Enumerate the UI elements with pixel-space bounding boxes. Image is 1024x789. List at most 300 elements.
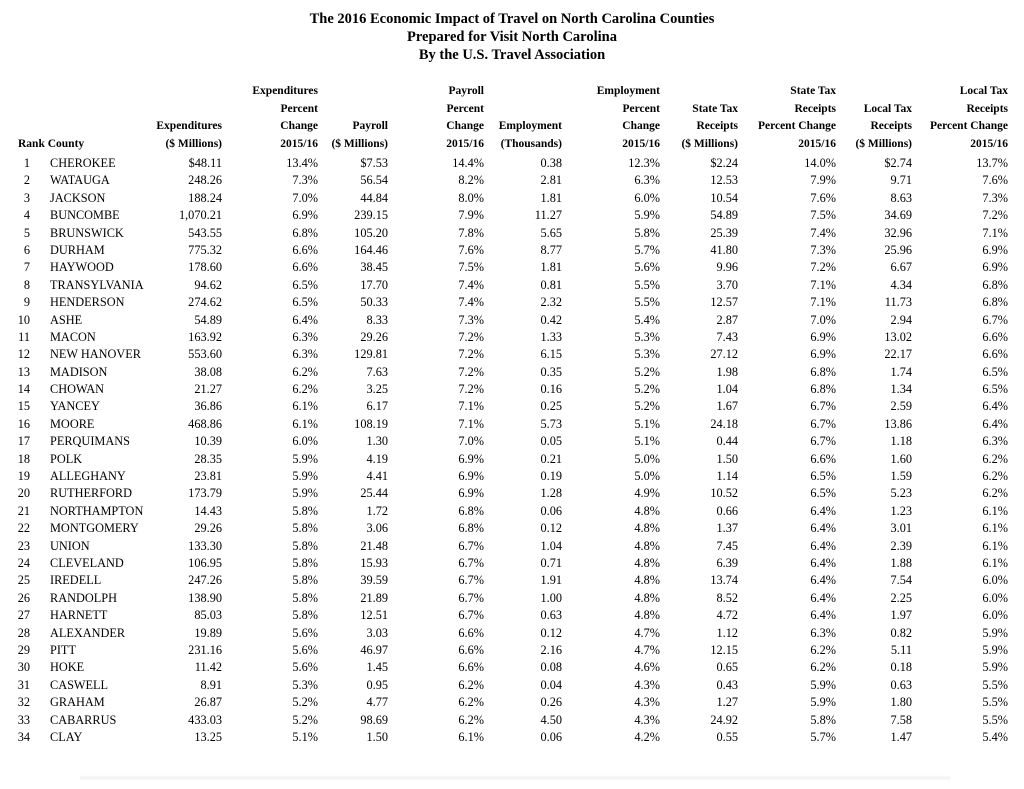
header-local-tax-line3: ($ Millions) [855, 137, 912, 150]
cell-employment: 0.08 [540, 660, 562, 675]
table-row [0, 294, 1024, 311]
header-expenditures-line1: Expenditures [156, 120, 222, 133]
cell-local-tax: 1.18 [890, 434, 912, 449]
header-payroll-pct [446, 83, 484, 153]
cell-rank: 8 [23, 277, 30, 292]
cell-state-tax-pct: 6.7% [810, 416, 836, 431]
cell-state-tax-pct: 14.0% [804, 156, 836, 170]
cell-payroll: 50.33 [360, 295, 388, 310]
cell-local-tax-pct: 6.9% [982, 242, 1008, 257]
header-payroll-line1: Payroll [352, 120, 388, 133]
cell-expenditures: 10.39 [194, 434, 222, 449]
cell-local-tax-pct: 7.3% [982, 190, 1008, 205]
page-bottom-edge [80, 775, 950, 781]
cell-employment-pct: 5.1% [634, 434, 660, 449]
cell-employment-pct: 4.7% [634, 625, 660, 640]
cell-state-tax-pct: 7.5% [810, 208, 836, 223]
cell-local-tax: 1.88 [890, 555, 912, 570]
table-row [0, 346, 1024, 363]
cell-county: CHOWAN [50, 382, 104, 397]
cell-local-tax: 1.74 [890, 364, 912, 379]
cell-county: MADISON [50, 364, 108, 379]
cell-state-tax: 1.14 [716, 469, 738, 484]
cell-county: RUTHERFORD [50, 486, 132, 501]
cell-rank: 9 [23, 295, 30, 310]
table-row [0, 503, 1024, 520]
table-row [0, 433, 1024, 450]
cell-employment: 6.15 [540, 347, 562, 362]
cell-state-tax: 1.98 [716, 364, 738, 379]
cell-expenditures: 8.91 [200, 677, 222, 692]
cell-county: NEW HANOVER [50, 347, 141, 362]
cell-county: YANCEY [50, 399, 100, 414]
cell-state-tax-pct: 7.6% [810, 190, 836, 205]
cell-expenditures-pct: 6.0% [292, 434, 318, 449]
header-employment-pct-line1: Employment [596, 85, 660, 97]
table-row [0, 155, 1024, 172]
cell-payroll: 108.19 [354, 416, 388, 431]
cell-payroll: 105.20 [354, 225, 388, 240]
cell-local-tax-pct: 5.9% [982, 660, 1008, 675]
cell-expenditures: 433.03 [188, 712, 222, 727]
title-line-3: By the U.S. Travel Association [418, 47, 606, 63]
cell-rank: 3 [23, 190, 30, 205]
cell-expenditures-pct: 5.1% [292, 729, 318, 744]
cell-expenditures: 28.35 [194, 451, 222, 466]
cell-expenditures: 188.24 [188, 190, 222, 205]
cell-state-tax: 1.37 [716, 521, 738, 536]
header-payroll-pct-line1: Payroll [448, 85, 484, 97]
cell-rank: 22 [17, 521, 30, 536]
cell-expenditures-pct: 6.5% [292, 277, 318, 292]
cell-state-tax: 12.53 [710, 173, 738, 188]
cell-expenditures: 231.16 [188, 642, 222, 657]
cell-county: BUNCOMBE [50, 208, 120, 223]
header-payroll-pct-line2: Percent [446, 102, 484, 115]
header-local-tax-line1: Local Tax [863, 102, 912, 115]
table-row [0, 485, 1024, 502]
header-state-tax-line1: State Tax [692, 102, 738, 115]
cell-local-tax-pct: 13.7% [976, 156, 1008, 170]
cell-payroll-pct: 6.9% [458, 486, 484, 501]
cell-expenditures: $48.11 [188, 156, 222, 170]
cell-payroll-pct: 6.6% [458, 642, 484, 657]
cell-county: HARNETT [50, 608, 108, 623]
cell-local-tax-pct: 5.5% [982, 677, 1008, 692]
table-row [0, 381, 1024, 398]
cell-expenditures: 106.95 [188, 555, 222, 570]
cell-county: PITT [50, 642, 76, 657]
cell-employment: 0.38 [540, 156, 562, 170]
cell-local-tax-pct: 7.6% [982, 173, 1008, 188]
cell-county: WATAUGA [50, 173, 110, 188]
cell-payroll-pct: 6.2% [458, 695, 484, 710]
cell-payroll: 39.59 [360, 573, 388, 588]
header-employment-line2: (Thousands) [500, 137, 562, 150]
cell-local-tax-pct: 5.9% [982, 625, 1008, 640]
cell-state-tax-pct: 5.9% [810, 695, 836, 710]
cell-payroll-pct: 6.2% [458, 677, 484, 692]
cell-employment: 5.73 [540, 416, 562, 431]
cell-payroll: 4.19 [366, 451, 388, 466]
cell-state-tax-pct: 7.2% [810, 260, 836, 275]
cell-state-tax: 54.89 [710, 208, 738, 223]
cell-county: ALLEGHANY [50, 469, 126, 484]
cell-county: CABARRUS [50, 712, 117, 727]
cell-payroll: 1.45 [366, 660, 388, 675]
header-expenditures-pct-line2: Percent [280, 102, 318, 115]
cell-state-tax-pct: 7.1% [810, 295, 836, 310]
cell-expenditures-pct: 5.9% [292, 469, 318, 484]
cell-payroll-pct: 7.9% [458, 208, 484, 223]
cell-county: NORTHAMPTON [50, 503, 144, 518]
cell-rank: 15 [17, 399, 30, 414]
table-row [0, 607, 1024, 624]
cell-payroll-pct: 6.8% [458, 503, 484, 518]
cell-local-tax: 2.39 [890, 538, 912, 553]
cell-employment: 4.50 [540, 712, 562, 727]
header-rank-county-label: Rank County [18, 138, 85, 150]
cell-expenditures-pct: 6.1% [292, 416, 318, 431]
cell-expenditures-pct: 6.2% [292, 364, 318, 379]
cell-payroll: 8.33 [366, 312, 388, 327]
cell-county: HOKE [50, 660, 85, 675]
cell-employment-pct: 4.8% [634, 573, 660, 588]
table-row [0, 190, 1024, 207]
cell-local-tax: 1.34 [890, 382, 912, 397]
table-row [0, 277, 1024, 294]
cell-payroll-pct: 6.7% [458, 538, 484, 553]
cell-rank: 4 [23, 208, 30, 223]
cell-payroll: 129.81 [354, 347, 388, 362]
header-rank-county [18, 136, 84, 154]
cell-local-tax-pct: 6.3% [982, 434, 1008, 449]
cell-local-tax: 0.18 [890, 660, 912, 675]
cell-local-tax: 1.97 [890, 608, 912, 623]
cell-state-tax: 4.72 [716, 608, 738, 623]
cell-expenditures-pct: 6.9% [292, 208, 318, 223]
cell-payroll-pct: 7.2% [458, 329, 484, 344]
cell-expenditures: 163.92 [188, 329, 222, 344]
table-row [0, 207, 1024, 224]
cell-employment: 2.81 [540, 173, 562, 188]
cell-state-tax-pct: 6.4% [810, 538, 836, 553]
cell-county: BRUNSWICK [50, 225, 124, 240]
cell-employment-pct: 5.5% [634, 295, 660, 310]
cell-payroll: 1.50 [366, 729, 388, 744]
header-expenditures-pct [252, 83, 318, 153]
cell-payroll-pct: 7.1% [458, 399, 484, 414]
table-row [0, 242, 1024, 259]
cell-employment-pct: 4.8% [634, 590, 660, 605]
cell-rank: 7 [23, 260, 30, 275]
cell-state-tax: 12.15 [710, 642, 738, 657]
cell-local-tax: 0.82 [890, 625, 912, 640]
cell-state-tax-pct: 6.9% [810, 329, 836, 344]
cell-expenditures-pct: 5.3% [292, 677, 318, 692]
cell-employment: 0.06 [540, 729, 562, 744]
cell-county: HAYWOOD [50, 260, 114, 275]
title-line-2: Prepared for Visit North Carolina [407, 29, 617, 45]
table-row [0, 555, 1024, 572]
cell-state-tax: 12.57 [710, 295, 738, 310]
cell-employment-pct: 5.3% [634, 329, 660, 344]
cell-employment-pct: 5.2% [634, 399, 660, 414]
cell-rank: 26 [17, 590, 30, 605]
cell-county: MONTGOMERY [50, 521, 139, 536]
cell-employment: 0.16 [540, 382, 562, 397]
cell-payroll-pct: 6.6% [458, 660, 484, 675]
header-expenditures [156, 118, 222, 153]
cell-payroll-pct: 6.7% [458, 573, 484, 588]
cell-state-tax-pct: 6.5% [810, 486, 836, 501]
cell-employment: 1.91 [540, 573, 562, 588]
cell-payroll-pct: 7.8% [458, 225, 484, 240]
cell-payroll: 21.89 [360, 590, 388, 605]
cell-local-tax: 1.80 [890, 695, 912, 710]
table-row [0, 659, 1024, 676]
header-state-tax-pct-line3: Percent Change [757, 120, 836, 133]
cell-rank: 11 [18, 329, 30, 344]
cell-payroll: 3.03 [366, 625, 388, 640]
table-row [0, 712, 1024, 729]
cell-employment-pct: 12.3% [628, 156, 660, 170]
cell-county: CASWELL [50, 677, 109, 692]
cell-county: CLEVELAND [50, 555, 124, 570]
cell-payroll: 3.06 [366, 521, 388, 536]
cell-expenditures: 21.27 [194, 382, 222, 397]
cell-rank: 12 [17, 347, 30, 362]
cell-county: RANDOLPH [50, 590, 117, 605]
cell-county: UNION [50, 538, 90, 553]
cell-employment: 1.04 [540, 538, 562, 553]
cell-expenditures: 138.90 [188, 590, 222, 605]
cell-payroll-pct: 7.4% [458, 277, 484, 292]
table-row [0, 398, 1024, 415]
cell-employment-pct: 5.4% [634, 312, 660, 327]
cell-employment-pct: 4.8% [634, 538, 660, 553]
cell-state-tax: 24.18 [710, 416, 738, 431]
cell-employment: 1.28 [540, 486, 562, 501]
cell-expenditures-pct: 7.3% [292, 173, 318, 188]
cell-payroll-pct: 7.2% [458, 382, 484, 397]
cell-employment: 0.26 [540, 695, 562, 710]
cell-rank: 24 [17, 555, 30, 570]
cell-local-tax-pct: 6.1% [982, 555, 1008, 570]
cell-employment-pct: 5.0% [634, 451, 660, 466]
cell-expenditures: 553.60 [188, 347, 222, 362]
cell-employment: 0.12 [540, 521, 562, 536]
header-payroll-pct-line3: Change [446, 120, 484, 133]
cell-expenditures-pct: 6.1% [292, 399, 318, 414]
cell-local-tax-pct: 6.9% [982, 260, 1008, 275]
cell-local-tax-pct: 6.1% [982, 521, 1008, 536]
cell-local-tax-pct: 6.7% [982, 312, 1008, 327]
cell-state-tax: 7.45 [716, 538, 738, 553]
cell-local-tax: 9.71 [890, 173, 912, 188]
cell-expenditures: 274.62 [188, 295, 222, 310]
cell-expenditures: 11.42 [194, 660, 222, 675]
cell-rank: 13 [17, 364, 30, 379]
cell-payroll: 56.54 [360, 173, 388, 188]
cell-employment: 0.05 [540, 434, 562, 449]
cell-local-tax-pct: 6.0% [982, 608, 1008, 623]
cell-employment-pct: 5.2% [634, 382, 660, 397]
cell-payroll-pct: 6.9% [458, 469, 484, 484]
cell-expenditures-pct: 5.8% [292, 573, 318, 588]
table-row [0, 172, 1024, 189]
cell-payroll: 4.41 [366, 469, 388, 484]
cell-expenditures-pct: 5.9% [292, 486, 318, 501]
cell-county: DURHAM [50, 242, 105, 257]
header-employment-pct-line4: 2015/16 [622, 137, 660, 150]
cell-state-tax: 27.12 [710, 347, 738, 362]
cell-employment-pct: 4.8% [634, 608, 660, 623]
cell-expenditures-pct: 6.5% [292, 295, 318, 310]
cell-employment: 2.32 [540, 295, 562, 310]
cell-employment-pct: 5.5% [634, 277, 660, 292]
cell-employment-pct: 4.8% [634, 521, 660, 536]
cell-state-tax-pct: 7.9% [810, 173, 836, 188]
cell-state-tax: 10.54 [710, 190, 738, 205]
cell-expenditures-pct: 6.4% [292, 312, 318, 327]
cell-employment-pct: 4.3% [634, 677, 660, 692]
cell-state-tax: 0.66 [716, 503, 738, 518]
cell-state-tax-pct: 6.8% [810, 364, 836, 379]
cell-expenditures: 178.60 [188, 260, 222, 275]
cell-rank: 21 [17, 503, 30, 518]
cell-local-tax-pct: 5.9% [982, 642, 1008, 657]
cell-employment-pct: 4.8% [634, 503, 660, 518]
cell-expenditures-pct: 6.6% [292, 260, 318, 275]
cell-payroll-pct: 6.7% [458, 555, 484, 570]
cell-employment-pct: 4.3% [634, 712, 660, 727]
cell-county: HENDERSON [50, 295, 125, 310]
cell-local-tax-pct: 6.6% [982, 347, 1008, 362]
cell-state-tax: 0.65 [716, 660, 738, 675]
cell-expenditures-pct: 5.8% [292, 590, 318, 605]
cell-payroll: 12.51 [360, 608, 388, 623]
cell-local-tax: 2.59 [890, 399, 912, 414]
cell-local-tax-pct: 6.1% [982, 538, 1008, 553]
cell-employment: 0.81 [540, 277, 562, 292]
cell-local-tax-pct: 6.1% [982, 503, 1008, 518]
cell-payroll: 29.26 [360, 329, 388, 344]
title-line-1: The 2016 Economic Impact of Travel on North Carolina Counties [309, 11, 715, 27]
cell-expenditures: 38.08 [194, 364, 222, 379]
cell-rank: 28 [17, 625, 30, 640]
cell-payroll: 38.45 [360, 260, 388, 275]
cell-state-tax: 25.39 [710, 225, 738, 240]
cell-rank: 10 [17, 312, 30, 327]
header-local-tax-line2: Receipts [870, 120, 912, 133]
cell-expenditures: 54.89 [194, 312, 222, 327]
cell-expenditures: 94.62 [194, 277, 222, 292]
cell-local-tax-pct: 6.4% [982, 399, 1008, 414]
cell-rank: 34 [17, 729, 30, 744]
header-payroll-pct-line4: 2015/16 [446, 137, 484, 150]
cell-employment-pct: 5.0% [634, 469, 660, 484]
header-employment-pct [597, 83, 660, 153]
cell-local-tax: 1.60 [890, 451, 912, 466]
cell-state-tax-pct: 6.8% [810, 382, 836, 397]
cell-local-tax: $2.74 [884, 156, 912, 170]
cell-state-tax: 13.74 [710, 573, 738, 588]
cell-employment-pct: 4.2% [634, 729, 660, 744]
cell-rank: 25 [17, 573, 30, 588]
cell-state-tax: 1.12 [716, 625, 738, 640]
cell-employment: 5.65 [540, 225, 562, 240]
table-row [0, 538, 1024, 555]
cell-local-tax-pct: 7.1% [982, 225, 1008, 240]
cell-rank: 14 [17, 382, 30, 397]
cell-payroll: 98.69 [360, 712, 388, 727]
cell-payroll-pct: 6.6% [458, 625, 484, 640]
cell-expenditures-pct: 5.8% [292, 608, 318, 623]
cell-payroll-pct: 7.4% [458, 295, 484, 310]
cell-payroll-pct: 8.0% [458, 190, 484, 205]
header-state-tax-pct-line2: Receipts [794, 102, 836, 115]
cell-payroll-pct: 6.1% [458, 729, 484, 744]
cell-state-tax-pct: 6.6% [810, 451, 836, 466]
cell-state-tax-pct: 7.3% [810, 242, 836, 257]
cell-expenditures-pct: 5.2% [292, 712, 318, 727]
cell-county: ALEXANDER [50, 625, 126, 640]
cell-employment-pct: 4.9% [634, 486, 660, 501]
cell-employment-pct: 4.6% [634, 660, 660, 675]
cell-payroll: 0.95 [366, 677, 388, 692]
cell-expenditures: 23.81 [194, 469, 222, 484]
header-employment [499, 118, 562, 153]
cell-state-tax: 10.52 [710, 486, 738, 501]
cell-expenditures-pct: 5.9% [292, 451, 318, 466]
cell-local-tax: 1.47 [890, 729, 912, 744]
cell-county: JACKSON [50, 190, 106, 205]
cell-local-tax: 5.23 [890, 486, 912, 501]
cell-state-tax: 1.04 [716, 382, 738, 397]
cell-state-tax: 9.96 [716, 260, 738, 275]
cell-payroll: 239.15 [354, 208, 388, 223]
table-row [0, 625, 1024, 642]
cell-state-tax: 1.67 [716, 399, 738, 414]
cell-employment-pct: 5.9% [634, 208, 660, 223]
cell-expenditures-pct: 6.2% [292, 382, 318, 397]
table-row [0, 329, 1024, 346]
cell-state-tax: 1.27 [716, 695, 738, 710]
cell-state-tax-pct: 6.7% [810, 434, 836, 449]
cell-employment: 0.25 [540, 399, 562, 414]
cell-expenditures-pct: 5.8% [292, 538, 318, 553]
cell-expenditures-pct: 5.6% [292, 660, 318, 675]
cell-local-tax: 11.73 [884, 295, 912, 310]
cell-local-tax-pct: 6.2% [982, 469, 1008, 484]
cell-state-tax-pct: 6.2% [810, 642, 836, 657]
cell-employment: 0.12 [540, 625, 562, 640]
cell-local-tax: 7.58 [890, 712, 912, 727]
cell-payroll-pct: 8.2% [458, 173, 484, 188]
cell-payroll: 25.44 [360, 486, 388, 501]
table-row [0, 364, 1024, 381]
cell-employment: 11.27 [534, 208, 562, 223]
cell-local-tax-pct: 6.2% [982, 486, 1008, 501]
cell-county: CLAY [50, 729, 83, 744]
cell-employment: 1.00 [540, 590, 562, 605]
cell-local-tax: 1.23 [890, 503, 912, 518]
cell-expenditures: 14.43 [194, 503, 222, 518]
header-employment-pct-line2: Percent [622, 102, 660, 115]
cell-expenditures-pct: 5.8% [292, 503, 318, 518]
cell-state-tax: 24.92 [710, 712, 738, 727]
